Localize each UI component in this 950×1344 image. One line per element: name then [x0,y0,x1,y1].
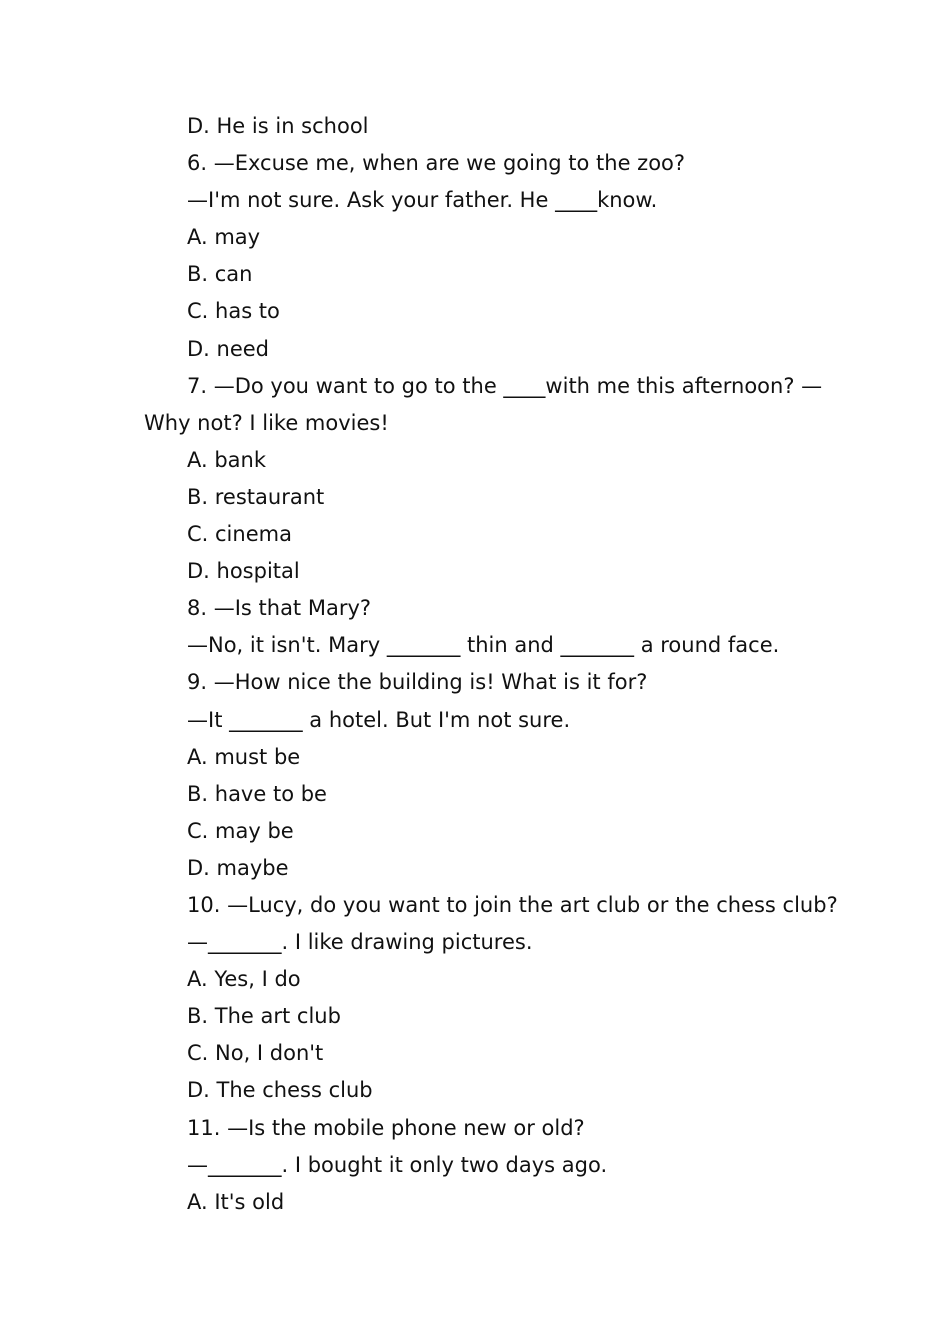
option-line: A. must be [187,744,301,769]
option-line: D. The chess club [187,1078,373,1103]
option-line: C. No, I don't [187,1041,324,1066]
option-line: D. maybe [187,855,289,880]
question-line: 8. —Is that Mary? [187,596,372,621]
option-line: B. restaurant [187,484,325,509]
option-line: D. hospital [187,559,300,584]
option-line: A. Yes, I do [187,967,301,992]
answer-line: —_______. I like drawing pictures. [187,930,533,955]
question-line: 10. —Lucy, do you want to join the art club or the chess club? [187,892,838,917]
answer-line: —No, it isn't. Mary _______ thin and _______ a round face. [187,633,780,658]
question-line: 11. —Is the mobile phone new or old? [187,1115,585,1140]
question-continuation-line: Why not? I like movies! [144,410,389,435]
option-line: C. cinema [187,522,292,547]
option-line: B. can [187,262,253,287]
answer-line: —It _______ a hotel. But I'm not sure. [187,707,571,732]
option-line: D. He is in school [187,114,369,138]
question-line: 7. —Do you want to go to the ____with me this afternoon? — [187,373,823,398]
option-line: C. may be [187,818,294,843]
question-line: 6. —Excuse me, when are we going to the zoo? [187,151,686,176]
option-line: A. It's old [187,1189,285,1214]
option-line: A. bank [187,447,267,472]
option-line: A. may [187,225,261,250]
answer-line: —I'm not sure. Ask your father. He ____know. [187,188,658,213]
option-line: C. has to [187,299,280,324]
option-line: D. need [187,336,270,361]
option-line: B. have to be [187,781,327,806]
option-line: B. The art club [187,1004,341,1029]
document-body [0,108,950,1221]
answer-line: —_______. I bought it only two days ago. [187,1152,608,1177]
question-line: 9. —How nice the building is! What is it for? [187,670,648,695]
